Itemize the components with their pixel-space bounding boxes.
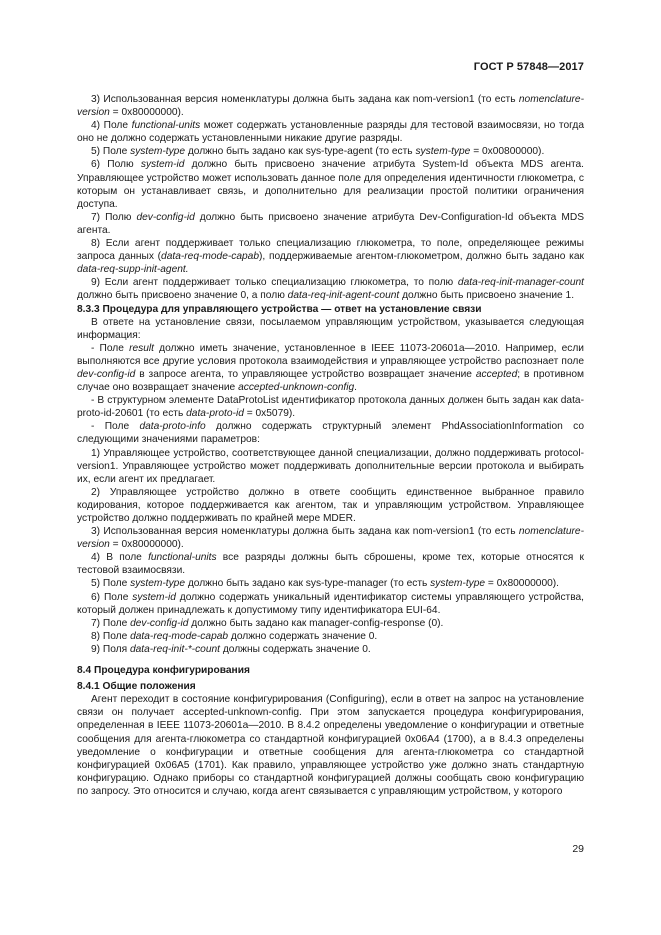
paragraph: 8) Если агент поддерживает только специализацию глюкометра, то поле, определяющее режимы запроса данных (data-req-mode-capab), поддерживаемые агентом-глюкометром, должно быть задано как data-req-supp-init-agent. xyxy=(77,238,584,276)
paragraph: 7) Поле dev-config-id должно быть задано как manager-config-response (0). xyxy=(91,617,444,629)
paragraph: 3) Использованная версия номенклатуры должна быть задана как nom-version1 (то есть nomenclature-version = 0x80000000). xyxy=(77,94,584,119)
document-body xyxy=(77,93,584,798)
section-heading: 8.4 Процедура конфигурирования xyxy=(77,665,250,677)
paragraph: 1) Управляющее устройство, соответствующее данной специализации, должно поддерживать protocol-version1. Управляющее устройство может поддерживать дополнительные версии протокола и выбирать их, если агент их предлагает. xyxy=(77,447,584,485)
paragraph: 5) Поле system-type должно быть задано как sys-type-agent (то есть system-type = 0x00800000). xyxy=(91,146,545,158)
paragraph: 9) Поля data-req-init-*-count должны содержать значение 0. xyxy=(91,643,371,655)
paragraph: 8) Поле data-req-mode-capab должно содержать значение 0. xyxy=(91,630,378,642)
paragraph: 5) Поле system-type должно быть задано как sys-type-manager (то есть system-type = 0x80000000). xyxy=(91,578,559,590)
paragraph: 3) Использованная версия номенклатуры должна быть задана как nom-version1 (то есть nomenclature-version = 0x80000000). xyxy=(77,526,584,551)
page-number: 29 xyxy=(572,843,584,855)
paragraph: 7) Полю dev-config-id должно быть присвоено значение атрибута Dev-Configuration-Id объекта MDS агента. xyxy=(77,211,584,236)
paragraph: 6) Поле system-id должно содержать уникальный идентификатор системы управляющего устройства, который должен принадлежать к допустимому типу идентификатора EUI-64. xyxy=(77,591,584,616)
paragraph: 2) Управляющее устройство должно в ответе сообщить единственное выбранное правило кодирования, которое поддерживается как агентом, так и управляющим устройством. Управляющее устройство должно поддерживать по крайней мере MDER. xyxy=(77,486,584,524)
paragraph: - В структурном элементе DataProtoList идентификатор протокола данных должен быть задан как data-proto-id-20601 (то есть data-proto-id = 0x5079). xyxy=(77,395,584,420)
paragraph: 4) В поле functional-units все разряды должны быть сброшены, кроме тех, которые относятся к тестовой взаимосвязи. xyxy=(77,552,584,577)
paragraph: - Поле result должно иметь значение, установленное в IEEE 11073-20601a—2010. Например, если выполняются все другие условия протокола взаимодействия и управляющее устройство распознает поле dev-config-id в запросе агента, то управляющее устройство возвращает значение accepted; в противном случае оно возвращает значение accepted-unknown-config. xyxy=(77,342,584,394)
paragraph: 4) Поле functional-units может содержать установленные разряды для тестовой взаимосвязи, но тогда оно не должно содержать установленными никакие другие разряды. xyxy=(77,120,584,145)
section-heading: 8.4.1 Общие положения xyxy=(77,681,196,693)
spacer xyxy=(77,656,584,664)
paragraph: - Поле data-proto-info должно содержать структурный элемент PhdAssociationInformation со следующими значениями параметров: xyxy=(77,421,584,446)
paragraph: В ответе на установление связи, посылаемом управляющим устройством, указывается следующая информация: xyxy=(77,316,584,341)
paragraph: Агент переходит в состояние конфигурирования (Configuring), если в ответ на запрос на установление связи он получает accepted-unknown-config. При этом запускается процедура конфигурирования, определенная в IEEE 11073-20601a—2010. В 8.4.2 определены уведомление о конфигурации и ответные сообщения для агента-глюкометра со стандартной конфигурацией 0x06A4 (1700), а в 8.4.3 определены уведомление о конфигурации и ответные сообщения для агента-глюкометра со стандартной конфигурацией 0x06A5 (1701). Как правило, управляющее устройство уже должно знать стандартную конфигурацию. Однако приборы со стандартной конфигурацией должны сообщать свою конфигурацию по запросу. Это относится и случаю, когда агент связывается с управляющим устройством, у которого xyxy=(77,694,584,797)
paragraph: 9) Если агент поддерживает только специализацию глюкометра, то полю data-req-init-manager-count должно быть присвоено значение 0, а полю data-req-init-agent-count должно быть присвоено значение 1. xyxy=(77,277,584,302)
standard-number: ГОСТ Р 57848—2017 xyxy=(473,61,584,73)
section-heading: 8.3.3 Процедура для управляющего устройства — ответ на установление связи xyxy=(77,303,482,315)
paragraph: 6) Полю system-id должно быть присвоено значение атрибута System-Id объекта MDS агента. Управляющее устройство может использовать данное поле для определения идентичности глюкометра, с которым он устанавливает связь, и дополнительно для реализации простой политики ограничения доступа. xyxy=(77,159,584,210)
